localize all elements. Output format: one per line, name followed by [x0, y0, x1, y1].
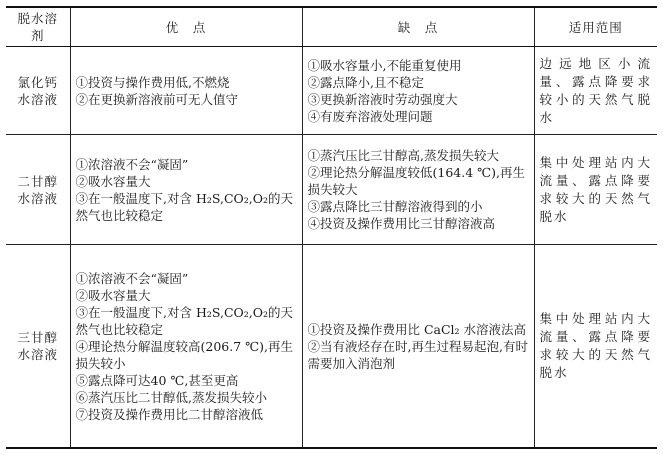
disadvantage-item: ②露点降小,且不稳定	[307, 74, 424, 90]
advantages-cell	[70, 47, 302, 135]
disadvantage-item: ②理论热分解温度较低(164.4 ℃),再生损失较大	[307, 165, 525, 197]
scope-cell: 边远地区小流量、露点降要求较小的天然气脱水	[534, 47, 657, 135]
advantage-item: ①浓溶液不会“凝固”	[75, 270, 189, 286]
header-advantages: 优 点	[70, 7, 302, 47]
solvent-name-line: 水溶液	[17, 91, 58, 107]
advantage-item: ⑥蒸汽压比二甘醇低,蒸发损失较小	[75, 389, 267, 405]
advantage-item: ③在一般温度下,对含 H₂S,CO₂,O₂的天然气也比较稳定	[75, 190, 294, 223]
header-solvent: 脱水溶剂	[6, 7, 70, 47]
disadvantage-item: ①投资及操作费用比 CaCl₂ 水溶液法高	[307, 321, 527, 337]
disadvantage-item: ③露点降比三甘醇溶液得到的小	[307, 199, 483, 214]
advantage-item: ②在更换新溶液前可无人值守	[75, 91, 239, 107]
advantage-item: ⑤露点降可达40 ℃,甚至更高	[75, 372, 239, 388]
solvent-name-line: 氯化钙	[17, 74, 58, 90]
disadvantage-item: ④投资及操作费用比三甘醇溶液高	[307, 216, 496, 231]
disadvantages-cell	[302, 47, 534, 135]
header-row	[6, 7, 657, 47]
disadvantage-item: ③更换新溶液时劳动强度大	[307, 91, 458, 107]
header-disadvantages: 缺 点	[302, 7, 534, 47]
advantages-cell	[70, 135, 302, 245]
disadvantage-item: ②当有液烃存在时,再生过程易起泡,有时需要加入消泡剂	[307, 338, 528, 371]
solvent-comparison-table	[6, 6, 657, 449]
advantage-item: ④理论热分解温度较高(206.7 ℃),再生损失较小	[75, 338, 293, 371]
disadvantages-cell	[302, 135, 534, 245]
solvent-name-line: 水溶液	[17, 190, 58, 206]
table-row	[6, 135, 657, 245]
solvent-name-line: 水溶液	[17, 347, 58, 362]
table-row	[6, 47, 657, 135]
advantage-item: ①浓溶液不会“凝固”	[75, 156, 189, 172]
disadvantage-item: ①蒸汽压比三甘醇高,蒸发损失较大	[307, 148, 499, 163]
solvent-name-line: 三甘醇	[17, 330, 58, 345]
disadvantages-cell	[302, 245, 534, 449]
header-scope: 适用范围	[534, 7, 657, 47]
scope-cell: 集中处理站内大流量、露点降要求较大的天然气脱水	[534, 135, 657, 245]
solvent-name-cell	[6, 245, 70, 449]
table-row	[6, 245, 657, 449]
solvent-name-line: 二甘醇	[17, 173, 58, 189]
disadvantage-item: ①吸水容量小,不能重复使用	[307, 57, 462, 73]
advantage-item: ⑦投资及操作费用比二甘醇溶液低	[75, 406, 264, 422]
advantage-item: ②吸水容量大	[75, 173, 151, 189]
advantage-item: ③在一般温度下,对含 H₂S,CO₂,O₂的天然气也比较稳定	[75, 304, 294, 337]
solvent-name-cell	[6, 135, 70, 245]
disadvantage-item: ④有废弃溶液处理问题	[307, 108, 433, 124]
advantage-item: ②吸水容量大	[75, 287, 151, 303]
solvent-name-cell	[6, 47, 70, 135]
advantage-item: ①投资与操作费用低,不燃烧	[75, 74, 230, 90]
scope-cell: 集中处理站内大流量、露点降要求较大的天然气脱水	[534, 245, 657, 449]
advantages-cell	[70, 245, 302, 449]
